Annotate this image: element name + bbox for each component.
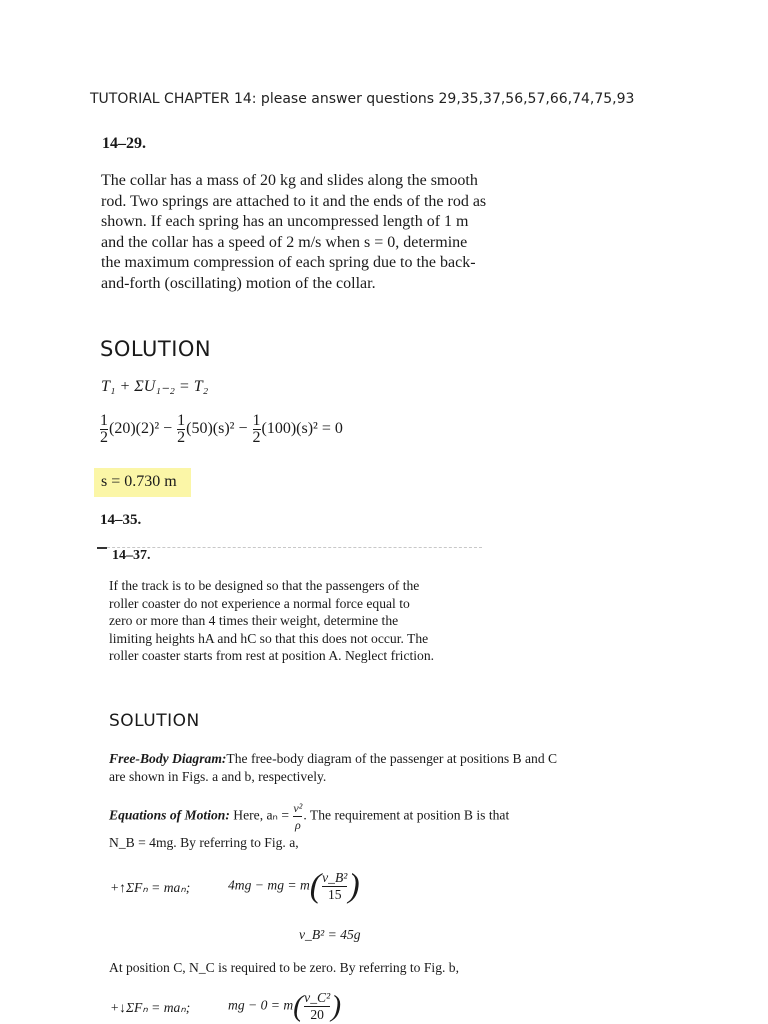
paren-left: ( [293,989,304,1023]
problem-37-line: roller coaster do not experience a normal force equal to [109,595,410,611]
problem-29-line: and-forth (oscillating) motion of the collar. [101,274,376,292]
problem-number-35: 14–35. [100,512,142,528]
force-equation-b [228,867,360,905]
problem-number-37: 14–37. [112,548,151,563]
answer-29: s = 0.730 m [101,473,177,490]
problem-29-line: shown. If each spring has an uncompressed length of 1 m [101,213,469,230]
paren-right: ) [348,867,360,905]
problem-29-line: rod. Two springs are attached to it and the ends of the rod as [101,192,487,210]
crop-divider-tick [97,547,107,549]
problem-37-line: roller coaster starts from rest at position A. Neglect friction. [109,648,435,663]
equation-term: (50)(s)² − [186,420,248,438]
crop-divider [97,547,482,548]
eom-text: . The requirement at position B is that [303,807,510,823]
fbd-line: are shown in Figs. a and b, respectively. [109,768,327,784]
problem-37-statement [109,577,454,665]
free-body-diagram-text [109,750,589,785]
problem-29-line: and the collar has a speed of 2 m/s when s = 0, determine [101,233,468,251]
solution-heading-37: SOLUTION [109,711,200,731]
page-header: TUTORIAL CHAPTER 14: please answer questions 29,35,37,56,57,66,74,75,93 [90,91,635,107]
energy-substitution-equation [99,413,343,446]
paren-left: ( [309,867,322,905]
problem-37-line: limiting heights hA and hC so that this does not occur. The [109,630,429,646]
equation-term: mg − 0 = m [228,997,294,1013]
eom-fraction: $\frac{\text{v²}}{\rho}$ [293,801,303,832]
velocity-fraction-b: $\frac{\text{v\_B²}}{15}$ [322,870,348,902]
velocity-fraction-c: $\frac{\text{v\_C²}}{20}$ [304,990,331,1022]
energy-equation: T₁ + ΣU₁₋₂ = T₂ [101,378,209,395]
velocity-result-b: v_B² = 45g [299,927,361,942]
problem-37-line: zero or more than 4 times their weight, determine the [109,613,399,628]
problem-29-statement [101,171,521,294]
problem-number-29: 14–29. [102,135,146,152]
equations-of-motion-line [109,800,509,833]
eom-line-2: N_B = 4mg. By referring to Fig. a, [109,835,299,850]
force-equation-c [228,990,341,1023]
force-sum-c-label: +↓ΣFₙ = maₙ; [110,1000,191,1015]
solution-heading-29: SOLUTION [100,337,212,361]
fraction-half: $\frac{1}{2}$ [177,412,186,446]
problem-29-line: The collar has a mass of 20 kg and slides along the smooth [101,172,478,189]
fbd-line: The free-body diagram of the passenger at positions B and C [226,751,558,766]
problem-29-line: the maximum compression of each spring due to the back- [101,254,476,271]
eom-text: Here, aₙ = [233,807,290,823]
fbd-label: Free-Body Diagram: [109,751,227,766]
eom-label: Equations of Motion: [109,807,230,823]
force-sum-b-label: +↑ΣFₙ = maₙ; [110,880,191,895]
position-c-text: At position C, N_C is required to be zero. By referring to Fig. b, [109,960,459,975]
fraction-half: $\frac{1}{2}$ [252,412,261,446]
fraction-half: $\frac{1}{2}$ [100,412,108,446]
paren-right: ) [331,989,342,1023]
equation-term: (100)(s)² = 0 [261,420,343,438]
problem-37-line: If the track is to be designed so that the passengers of the [109,578,420,593]
equation-term: 4mg − mg = m [228,877,310,893]
equation-term: (20)(2)² − [109,420,173,438]
